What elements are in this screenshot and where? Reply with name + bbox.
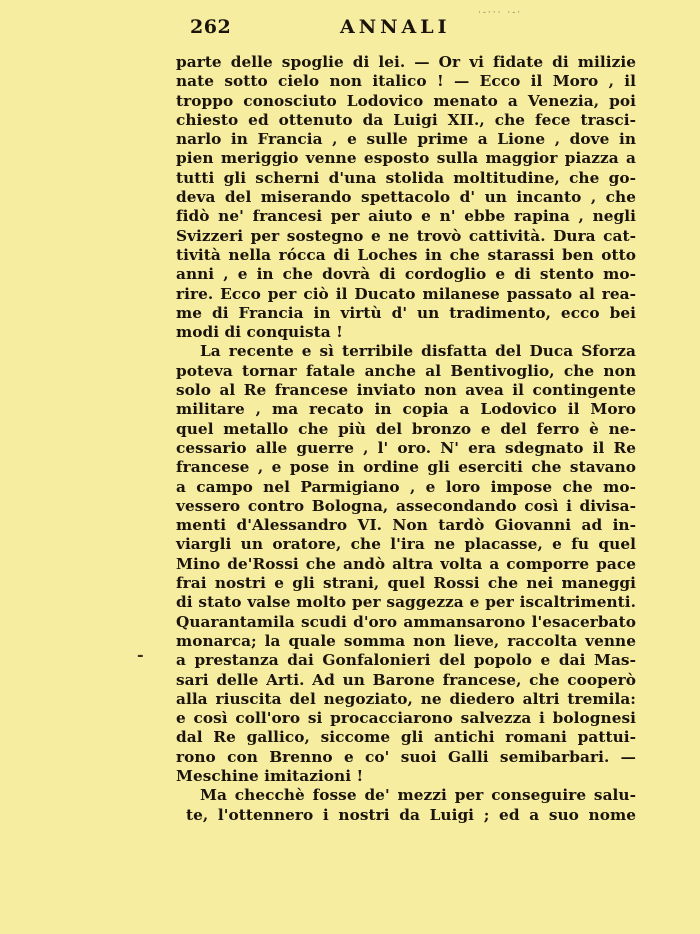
text-line: di stato valse molto per saggezza e per iscaltrimenti.: [176, 593, 636, 612]
text-line: tutti gli scherni d'una stolida moltitudine, che go-: [176, 168, 636, 187]
text-line: Meschine imitazioni !: [176, 766, 364, 785]
text-line: menti d'Alessandro VI. Non tardò Giovanni ad in-: [176, 516, 636, 535]
text-line: francese , e pose in ordine gli eserciti che stavano: [176, 458, 636, 477]
text-line: militare , ma recato in copia a Lodovico il Moro: [176, 400, 636, 419]
margin-mark: -: [137, 645, 144, 664]
text-line: Ma checchè fosse de' mezzi per conseguire salu-: [200, 786, 636, 805]
page-header: [0, 8, 700, 44]
text-line: me di Francia in virtù d' un tradimento, ecco bei: [176, 303, 636, 322]
text-line: a campo nel Parmigiano , e loro impose che mo-: [176, 477, 636, 496]
text-line: e così coll'oro si procacciarono salvezza i bolognesi: [176, 709, 636, 728]
bleed-through-mark: ·-··· ·-·: [478, 8, 523, 18]
text-line: monarca; la quale somma non lieve, raccolta venne: [176, 631, 636, 650]
text-line: narlo in Francia , e sulle prime a Lione , dove in: [176, 130, 636, 149]
text-line: fidò ne' francesi per aiuto e n' ebbe rapina , negli: [176, 207, 636, 226]
text-line: pien meriggio venne esposto sulla maggior piazza a: [176, 149, 636, 168]
text-line: troppo conosciuto Lodovico menato a Venezia, poi: [176, 91, 636, 110]
text-line: cessario alle guerre , l' oro. N' era sdegnato il Re: [176, 438, 636, 457]
text-line: vessero contro Bologna, assecondando così i divisa-: [176, 496, 636, 515]
text-line: viargli un oratore, che l'ira ne placasse, e fu quel: [176, 535, 636, 554]
text-line: anni , e in che dovrà di cordoglio e di stento mo-: [176, 265, 636, 284]
text-line: poteva tornar fatale anche al Bentivoglio, che non: [176, 361, 636, 380]
body-text: [176, 53, 636, 825]
text-line: solo al Re francese inviato non avea il contingente: [176, 381, 636, 400]
text-line: parte delle spoglie di lei. — Or vi fidate di milizie: [176, 53, 636, 71]
text-line: La recente e sì terribile disfatta del Duca Sforza: [200, 342, 636, 361]
text-line: alla riuscita del negoziato, ne diedero altri tremila:: [176, 689, 636, 708]
text-line: tività nella rócca di Loches in che starassi ben otto: [176, 245, 636, 264]
text-line: nate sotto cielo non italico ! — Ecco il Moro , il: [176, 72, 636, 91]
text-line: Mino de'Rossi che andò altra volta a comporre pace: [176, 554, 636, 573]
page-number: 262: [190, 16, 232, 38]
text-line: dal Re gallico, siccome gli antichi romani pattui-: [176, 728, 636, 747]
text-line: rono con Brenno e co' suoi Galli semibarbari. —: [176, 747, 636, 766]
text-line: Quarantamila scudi d'oro ammansarono l'esacerbato: [176, 612, 636, 631]
text-line: sari delle Arti. Ad un Barone francese, che cooperò: [176, 670, 636, 689]
text-line: deva del miserando spettacolo d' un incanto , che: [176, 188, 636, 207]
text-line: Svizzeri per sostegno e ne trovò cattività. Dura cat-: [176, 226, 636, 245]
running-head: ANNALI: [340, 16, 451, 38]
text-line: a prestanza dai Gonfalonieri del popolo e dai Mas-: [176, 651, 636, 670]
text-line: rire. Ecco per ciò il Ducato milanese passato al rea-: [176, 284, 636, 303]
text-line: quel metallo che più del bronzo e del ferro è ne-: [176, 419, 636, 438]
text-line: chiesto ed ottenuto da Luigi XII., che fece trasci-: [176, 110, 636, 129]
text-line: modi di conquista !: [176, 323, 343, 342]
text-line: frai nostri e gli strani, quel Rossi che nei maneggi: [176, 574, 636, 593]
text-line: te, l'ottennero i nostri da Luigi ; ed a suo nome: [186, 805, 636, 824]
